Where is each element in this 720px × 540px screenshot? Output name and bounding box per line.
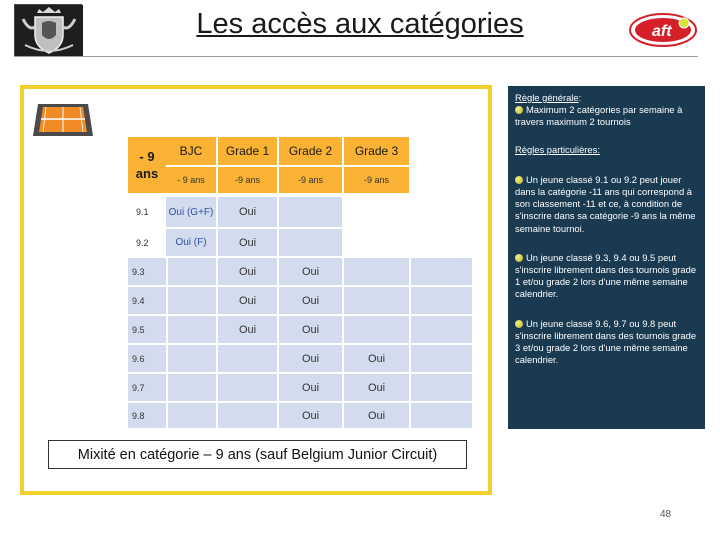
bullet-dot-icon bbox=[515, 106, 523, 114]
cell-9-2-grade-1: Oui bbox=[218, 229, 277, 256]
mixite-note: Mixité en catégorie – 9 ans (sauf Belgium Junior Circuit) bbox=[48, 440, 467, 469]
row-label-9-3: 9.3 bbox=[132, 266, 145, 277]
cell-9-8-grade-2: Oui bbox=[301, 409, 320, 422]
column-header-grade-2: Grade 2 bbox=[279, 137, 342, 165]
age-cell-bjc: - 9 ans bbox=[166, 167, 216, 193]
title-divider bbox=[14, 56, 698, 57]
bullet-dot-icon bbox=[515, 254, 523, 262]
row-label-9-7: 9.7 bbox=[132, 382, 145, 393]
cell-9-1-grade-2 bbox=[279, 197, 342, 227]
tennis-court-icon bbox=[32, 102, 94, 143]
page-number: 48 bbox=[660, 509, 672, 520]
cell-9-5-grade-1: Oui bbox=[238, 323, 257, 336]
row-label-9-2: 9.2 bbox=[136, 237, 149, 248]
rule-2-text: Un jeune classé 9.3, 9.4 ou 9.5 peut s'inscrire librement dans des tournois grade 1 et/ou grade 2 lors d'une même semaine calendrier. bbox=[515, 251, 697, 300]
table-corner-label: - 9 ans bbox=[128, 137, 166, 193]
row-label-9-6: 9.6 bbox=[132, 353, 145, 364]
cell-9-8-grade-3: Oui bbox=[367, 409, 386, 422]
aft-logo-text: aft bbox=[652, 23, 672, 40]
cell-9-4-grade-1: Oui bbox=[238, 294, 257, 307]
column-divider-1 bbox=[216, 258, 218, 428]
cell-9-6-grade-2: Oui bbox=[301, 352, 320, 365]
bullet-dot-icon bbox=[515, 176, 523, 184]
slide-title: Les accès aux catégories bbox=[196, 8, 524, 40]
cell-9-2-bjc: Oui (F) bbox=[166, 229, 216, 256]
general-rule-heading-colon: : bbox=[578, 92, 582, 103]
cell-9-1-grade-1: Oui bbox=[218, 197, 277, 227]
column-divider-0 bbox=[166, 258, 168, 428]
cell-9-7-grade-2: Oui bbox=[301, 381, 320, 394]
cell-9-7-grade-3: Oui bbox=[367, 381, 386, 394]
general-rule bbox=[515, 104, 699, 128]
rule-2 bbox=[515, 252, 699, 301]
rules-note-box bbox=[508, 86, 705, 429]
general-rule-heading bbox=[515, 92, 699, 104]
age-cell-grade-2: -9 ans bbox=[279, 167, 342, 193]
column-header-grade-3: Grade 3 bbox=[344, 137, 409, 165]
column-divider-2 bbox=[277, 258, 279, 428]
column-divider-3 bbox=[342, 258, 344, 428]
rule-1 bbox=[515, 174, 699, 235]
general-rule-text: Maximum 2 catégories par semaine à travers maximum 2 tournois bbox=[515, 104, 683, 128]
column-divider-4 bbox=[409, 258, 411, 428]
cell-9-5-grade-2: Oui bbox=[301, 323, 320, 336]
column-header-grade-1: Grade 1 bbox=[218, 137, 277, 165]
bullet-dot-icon bbox=[515, 320, 523, 328]
cell-9-1-bjc: Oui (G+F) bbox=[166, 197, 216, 227]
row-label-9-5: 9.5 bbox=[132, 324, 145, 335]
column-header-bjc: BJC bbox=[166, 137, 216, 165]
cell-9-3-grade-1: Oui bbox=[238, 265, 257, 278]
age-cell-grade-1: -9 ans bbox=[218, 167, 277, 193]
cell-9-6-grade-3: Oui bbox=[367, 352, 386, 365]
age-cell-grade-3: -9 ans bbox=[344, 167, 409, 193]
aft-logo-graphic bbox=[628, 12, 698, 48]
row-label-9-4: 9.4 bbox=[132, 295, 145, 306]
rule-3-text: Un jeune classé 9.6, 9.7 ou 9.8 peut s'inscrire librement dans des tournois grade 3 et/ou grade 2 lors d'une même semaine calendrier. bbox=[515, 317, 697, 366]
row-label-9-1: 9.1 bbox=[136, 207, 149, 217]
aft-logo bbox=[628, 12, 698, 48]
specific-rules-heading: Règles particulières: bbox=[515, 143, 600, 155]
row-label-9-8: 9.8 bbox=[132, 410, 145, 421]
cell-9-2-grade-2 bbox=[279, 229, 342, 256]
rule-3 bbox=[515, 318, 699, 367]
cell-9-4-grade-2: Oui bbox=[301, 294, 320, 307]
rule-1-text: Un jeune classé 9.1 ou 9.2 peut jouer dans la catégorie -11 ans qui correspond à son classement -11 et ce, à condition de s'inscrire dans sa catégorie -9 ans la même semaine tournoi. bbox=[515, 173, 696, 234]
cell-9-3-grade-2: Oui bbox=[301, 265, 320, 278]
general-rule-heading-text: Règle générale bbox=[515, 92, 579, 103]
